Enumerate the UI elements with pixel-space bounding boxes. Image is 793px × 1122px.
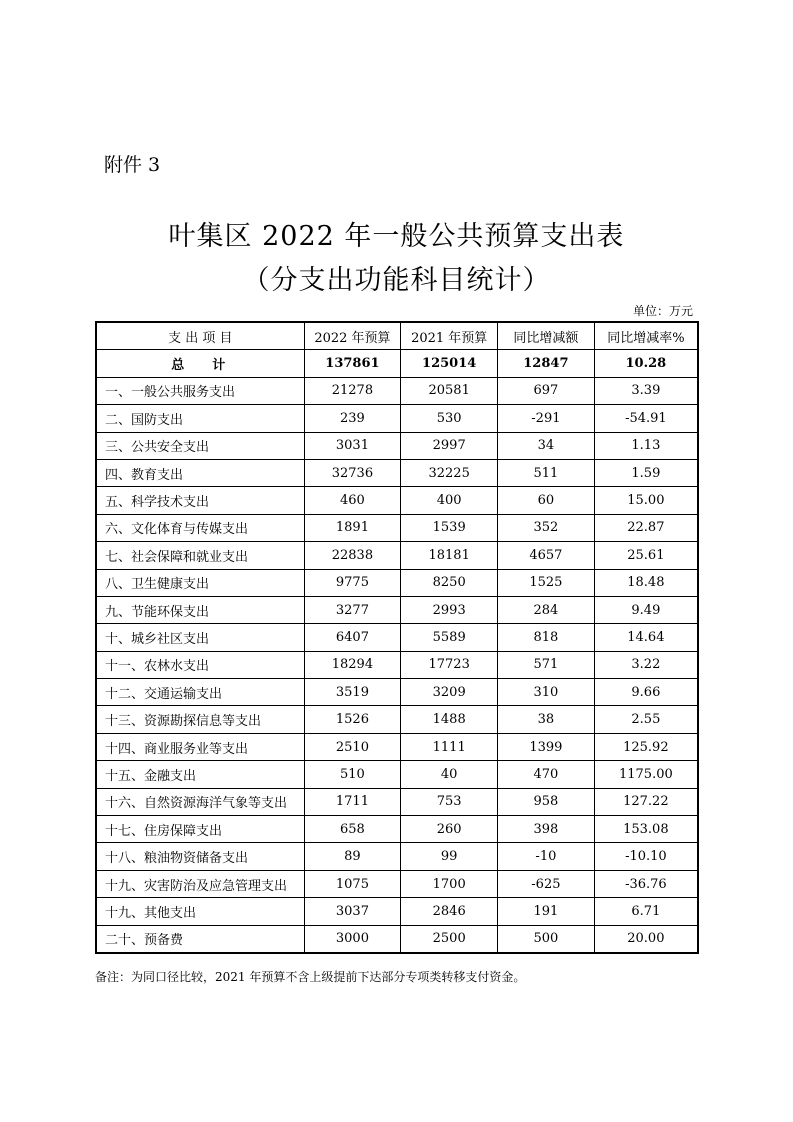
row-change-rate: 3.22: [594, 651, 698, 678]
row-item-name: 十八、粮油物资储备支出: [96, 843, 304, 870]
row-change-rate: 25.61: [594, 542, 698, 569]
row-2021: 2846: [401, 898, 498, 925]
row-item-name: 十七、住房保障支出: [96, 816, 304, 843]
row-change-rate: 2.55: [594, 706, 698, 733]
row-2022: 510: [304, 761, 401, 788]
header-change-rate: 同比增减率%: [594, 322, 698, 350]
total-row: [96, 350, 698, 377]
total-change-rate: 10.28: [594, 350, 698, 377]
row-item-name: 三、公共安全支出: [96, 432, 304, 459]
attachment-label: 附件 3: [104, 154, 161, 176]
row-2021: 20581: [401, 377, 498, 404]
row-change-amount: -10: [498, 843, 595, 870]
table-row: [96, 542, 698, 569]
table-row: [96, 925, 698, 953]
row-2022: 1526: [304, 706, 401, 733]
table-row: [96, 377, 698, 404]
row-change-amount: 191: [498, 898, 595, 925]
row-change-rate: -36.76: [594, 870, 698, 897]
row-change-amount: 1399: [498, 733, 595, 760]
row-2022: 21278: [304, 377, 401, 404]
row-2021: 5589: [401, 624, 498, 651]
table-row: [96, 761, 698, 788]
header-2021: 2021 年预算: [401, 322, 498, 350]
row-item-name: 二十、预备费: [96, 925, 304, 953]
table-row: [96, 596, 698, 623]
row-2022: 9775: [304, 569, 401, 596]
table-row: [96, 816, 698, 843]
row-change-rate: 1.13: [594, 432, 698, 459]
table-row: [96, 733, 698, 760]
row-change-rate: 127.22: [594, 788, 698, 815]
row-2021: 530: [401, 405, 498, 432]
table-row: [96, 459, 698, 486]
row-item-name: 七、社会保障和就业支出: [96, 542, 304, 569]
table-row: [96, 432, 698, 459]
row-change-amount: 34: [498, 432, 595, 459]
row-2022: 3037: [304, 898, 401, 925]
row-2021: 32225: [401, 459, 498, 486]
row-change-rate: 14.64: [594, 624, 698, 651]
row-item-name: 十九、灾害防治及应急管理支出: [96, 870, 304, 897]
header-item: 支 出 项 目: [96, 322, 304, 350]
row-item-name: 十九、其他支出: [96, 898, 304, 925]
row-2022: 2510: [304, 733, 401, 760]
document-subtitle: （分支出功能科目统计）: [242, 265, 551, 296]
row-item-name: 十五、金融支出: [96, 761, 304, 788]
table-row: [96, 706, 698, 733]
row-change-amount: 500: [498, 925, 595, 953]
row-2022: 3519: [304, 679, 401, 706]
total-2021: 125014: [401, 350, 498, 377]
row-2022: 658: [304, 816, 401, 843]
row-2022: 3031: [304, 432, 401, 459]
row-2022: 22838: [304, 542, 401, 569]
row-change-rate: 1175.00: [594, 761, 698, 788]
row-change-rate: 9.49: [594, 596, 698, 623]
row-change-amount: 60: [498, 487, 595, 514]
table-row: [96, 843, 698, 870]
row-2022: 3000: [304, 925, 401, 953]
row-item-name: 四、教育支出: [96, 459, 304, 486]
row-change-rate: 9.66: [594, 679, 698, 706]
row-item-name: 十六、自然资源海洋气象等支出: [96, 788, 304, 815]
row-item-name: 十二、交通运输支出: [96, 679, 304, 706]
row-2022: 18294: [304, 651, 401, 678]
row-change-amount: 697: [498, 377, 595, 404]
row-2021: 40: [401, 761, 498, 788]
row-item-name: 二、国防支出: [96, 405, 304, 432]
row-item-name: 九、节能环保支出: [96, 596, 304, 623]
row-2021: 2993: [401, 596, 498, 623]
row-change-rate: 20.00: [594, 925, 698, 953]
row-2021: 400: [401, 487, 498, 514]
row-2021: 8250: [401, 569, 498, 596]
row-2022: 1711: [304, 788, 401, 815]
row-2022: 89: [304, 843, 401, 870]
row-item-name: 十四、商业服务业等支出: [96, 733, 304, 760]
row-change-amount: 284: [498, 596, 595, 623]
row-item-name: 十三、资源勘探信息等支出: [96, 706, 304, 733]
row-change-amount: 38: [498, 706, 595, 733]
table-row: [96, 788, 698, 815]
row-change-rate: 22.87: [594, 514, 698, 541]
row-change-amount: -625: [498, 870, 595, 897]
header-2022: 2022 年预算: [304, 322, 401, 350]
row-2021: 1111: [401, 733, 498, 760]
table-row: [96, 487, 698, 514]
table-header-row: [96, 322, 698, 350]
row-change-rate: 15.00: [594, 487, 698, 514]
row-change-amount: 1525: [498, 569, 595, 596]
row-change-rate: -10.10: [594, 843, 698, 870]
row-2021: 1700: [401, 870, 498, 897]
row-2021: 2997: [401, 432, 498, 459]
row-change-rate: 18.48: [594, 569, 698, 596]
row-2022: 1075: [304, 870, 401, 897]
row-change-rate: 125.92: [594, 733, 698, 760]
row-2021: 260: [401, 816, 498, 843]
row-2022: 3277: [304, 596, 401, 623]
table-row: [96, 514, 698, 541]
header-change-amount: 同比增减额: [498, 322, 595, 350]
row-change-amount: 958: [498, 788, 595, 815]
row-2022: 460: [304, 487, 401, 514]
table-row: [96, 898, 698, 925]
row-item-name: 五、科学技术支出: [96, 487, 304, 514]
total-label: 总计: [96, 350, 304, 377]
row-2021: 753: [401, 788, 498, 815]
row-2022: 1891: [304, 514, 401, 541]
row-change-rate: 153.08: [594, 816, 698, 843]
row-change-amount: 310: [498, 679, 595, 706]
row-2021: 17723: [401, 651, 498, 678]
row-item-name: 十一、农林水支出: [96, 651, 304, 678]
row-change-amount: 352: [498, 514, 595, 541]
row-2022: 239: [304, 405, 401, 432]
row-item-name: 八、卫生健康支出: [96, 569, 304, 596]
table-row: [96, 569, 698, 596]
row-change-amount: 511: [498, 459, 595, 486]
row-2021: 1488: [401, 706, 498, 733]
row-change-amount: 470: [498, 761, 595, 788]
row-change-rate: 1.59: [594, 459, 698, 486]
row-change-rate: 6.71: [594, 898, 698, 925]
row-change-rate: -54.91: [594, 405, 698, 432]
row-2021: 99: [401, 843, 498, 870]
table-row: [96, 624, 698, 651]
row-2021: 2500: [401, 925, 498, 953]
row-item-name: 一、一般公共服务支出: [96, 377, 304, 404]
row-change-amount: -291: [498, 405, 595, 432]
row-2021: 18181: [401, 542, 498, 569]
table-row: [96, 405, 698, 432]
row-change-rate: 3.39: [594, 377, 698, 404]
table-row: [96, 679, 698, 706]
budget-table: [95, 321, 699, 954]
row-change-amount: 398: [498, 816, 595, 843]
row-change-amount: 571: [498, 651, 595, 678]
row-item-name: 六、文化体育与传媒支出: [96, 514, 304, 541]
document-title: 叶集区 2022 年一般公共预算支出表: [168, 221, 625, 252]
row-2022: 6407: [304, 624, 401, 651]
table-row: [96, 651, 698, 678]
footnote: 备注：为同口径比较，2021 年预算不含上级提前下达部分专项类转移支付资金。: [95, 970, 526, 984]
row-change-amount: 4657: [498, 542, 595, 569]
unit-label: 单位：万元: [632, 304, 693, 318]
row-2021: 3209: [401, 679, 498, 706]
total-change-amount: 12847: [498, 350, 595, 377]
total-2022: 137861: [304, 350, 401, 377]
row-item-name: 十、城乡社区支出: [96, 624, 304, 651]
row-2021: 1539: [401, 514, 498, 541]
row-2022: 32736: [304, 459, 401, 486]
row-change-amount: 818: [498, 624, 595, 651]
table-row: [96, 870, 698, 897]
